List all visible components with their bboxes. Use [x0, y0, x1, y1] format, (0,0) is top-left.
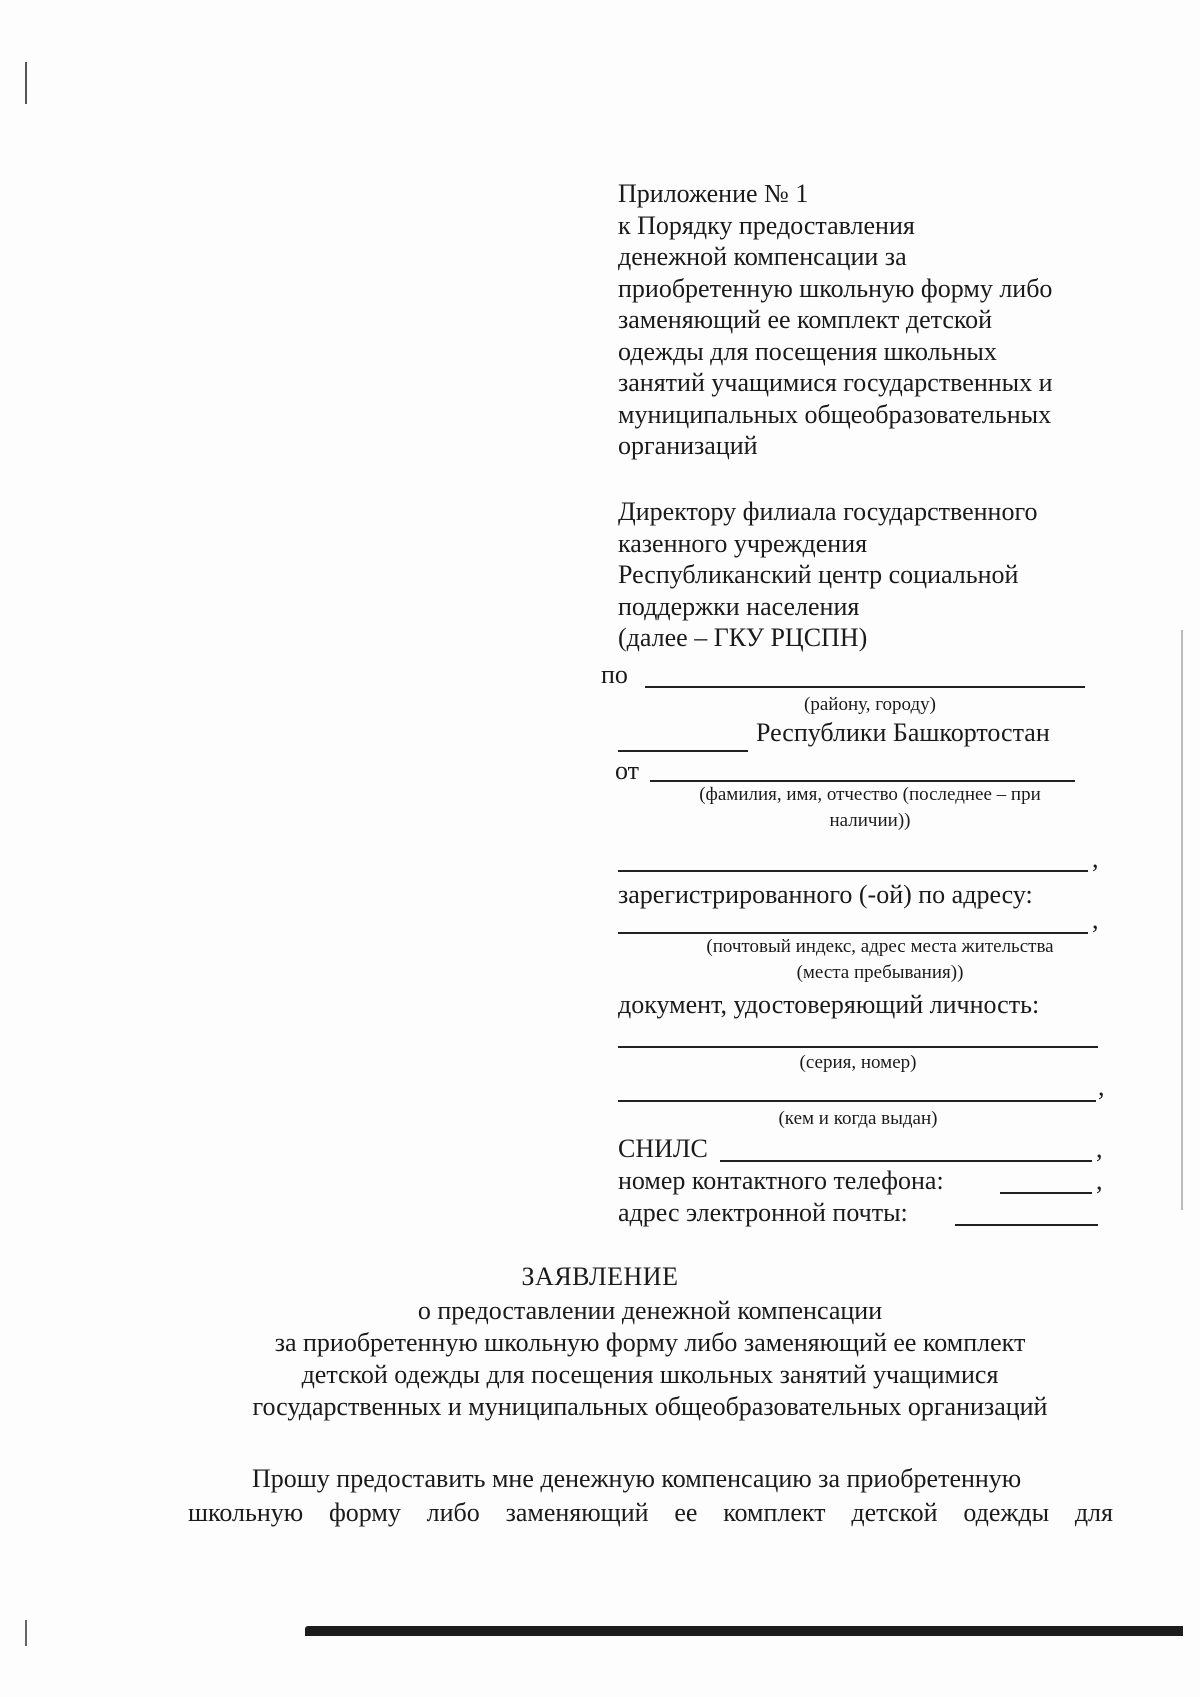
- header-line: занятий учащимися государственных и: [618, 368, 1053, 397]
- comma: ,: [1092, 844, 1099, 873]
- id-document-label: документ, удостоверяющий личность:: [618, 990, 1040, 1019]
- document-title: ЗАЯВЛЕНИЕ: [521, 1262, 679, 1291]
- addressee-line: казенного учреждения: [618, 528, 868, 558]
- registered-label: зарегистрированного (-ой) по адресу:: [618, 880, 1033, 909]
- fio-hint-1: (фамилия, имя, отчество (последнее – при: [699, 784, 1041, 805]
- district-hint: (району, городу): [804, 694, 936, 715]
- header-line: муниципальных общеобразовательных: [618, 399, 1052, 429]
- header-line: одежды для посещения школьных: [618, 336, 997, 366]
- applicant-name-field[interactable]: [650, 780, 1075, 782]
- scan-artifact-left-bottom: [25, 1620, 27, 1646]
- addressee-line: (далее – ГКУ РЦСПН): [618, 623, 868, 652]
- address-hint-2: (места пребывания)): [796, 962, 964, 983]
- header-line: заменяющий ее комплект детской: [618, 305, 993, 334]
- header-line: приобретенную школьную форму либо: [618, 273, 1053, 303]
- address-field[interactable]: [618, 932, 1088, 934]
- scan-bottom-bar: [305, 1626, 1183, 1636]
- phone-label: номер контактного телефона:: [618, 1166, 944, 1195]
- comma: ,: [1098, 1072, 1105, 1101]
- district-field[interactable]: [645, 686, 1085, 688]
- comma: ,: [1096, 1166, 1103, 1195]
- email-label: адрес электронной почты:: [618, 1198, 908, 1227]
- id-issued-field[interactable]: [618, 1100, 1096, 1102]
- ot-label: от: [615, 756, 640, 785]
- phone-field[interactable]: [1000, 1192, 1092, 1194]
- address-hint-1: (почтовый индекс, адрес места жительства: [706, 936, 1054, 957]
- addressee-block: [618, 496, 1138, 654]
- appendix-header: [618, 178, 1138, 462]
- body-paragraph-line: школьную форму либо заменяющий ее комплект детской одежды для: [188, 1498, 1113, 1527]
- addressee-line: Республиканский центр социальной: [618, 560, 1019, 589]
- addressee-line: поддержки населения: [618, 591, 860, 621]
- district-name-field[interactable]: [618, 750, 748, 752]
- addressee-line: Директору филиала государственного: [618, 497, 1038, 526]
- comma: ,: [1096, 1134, 1103, 1163]
- subtitle-line: за приобретенную школьную форму либо заменяющий ее комплект: [274, 1328, 1026, 1357]
- body-paragraph-line: Прошу предоставить мне денежную компенсацию за приобретенную: [252, 1464, 1022, 1493]
- header-line: организаций: [618, 431, 758, 460]
- po-label: по: [601, 660, 628, 689]
- scan-artifact-left-top: [25, 62, 27, 104]
- snils-label: СНИЛС: [618, 1134, 708, 1163]
- subtitle-line: о предоставлении денежной компенсации: [417, 1296, 883, 1325]
- header-line: Приложение № 1: [618, 179, 809, 208]
- comma: ,: [1092, 905, 1099, 934]
- applicant-name-field-2[interactable]: [618, 870, 1088, 872]
- email-field[interactable]: [955, 1224, 1098, 1226]
- subtitle-line: детской одежды для посещения школьных занятий учащимися: [301, 1360, 999, 1389]
- id-series-field[interactable]: [618, 1046, 1098, 1048]
- fio-hint-2: наличии)): [829, 810, 911, 831]
- republic-text: Республики Башкортостан: [756, 718, 1050, 747]
- header-line: к Порядку предоставления: [618, 210, 915, 240]
- scan-artifact-right: [1181, 630, 1183, 1210]
- snils-field[interactable]: [720, 1160, 1092, 1162]
- header-line: денежной компенсации за: [618, 242, 907, 271]
- issued-hint: (кем и когда выдан): [778, 1108, 938, 1129]
- application-body: [188, 1462, 1113, 1530]
- series-hint: (серия, номер): [799, 1052, 917, 1073]
- subtitle-line: государственных и муниципальных общеобразовательных организаций: [252, 1392, 1048, 1421]
- document-subtitle: [150, 1295, 1150, 1423]
